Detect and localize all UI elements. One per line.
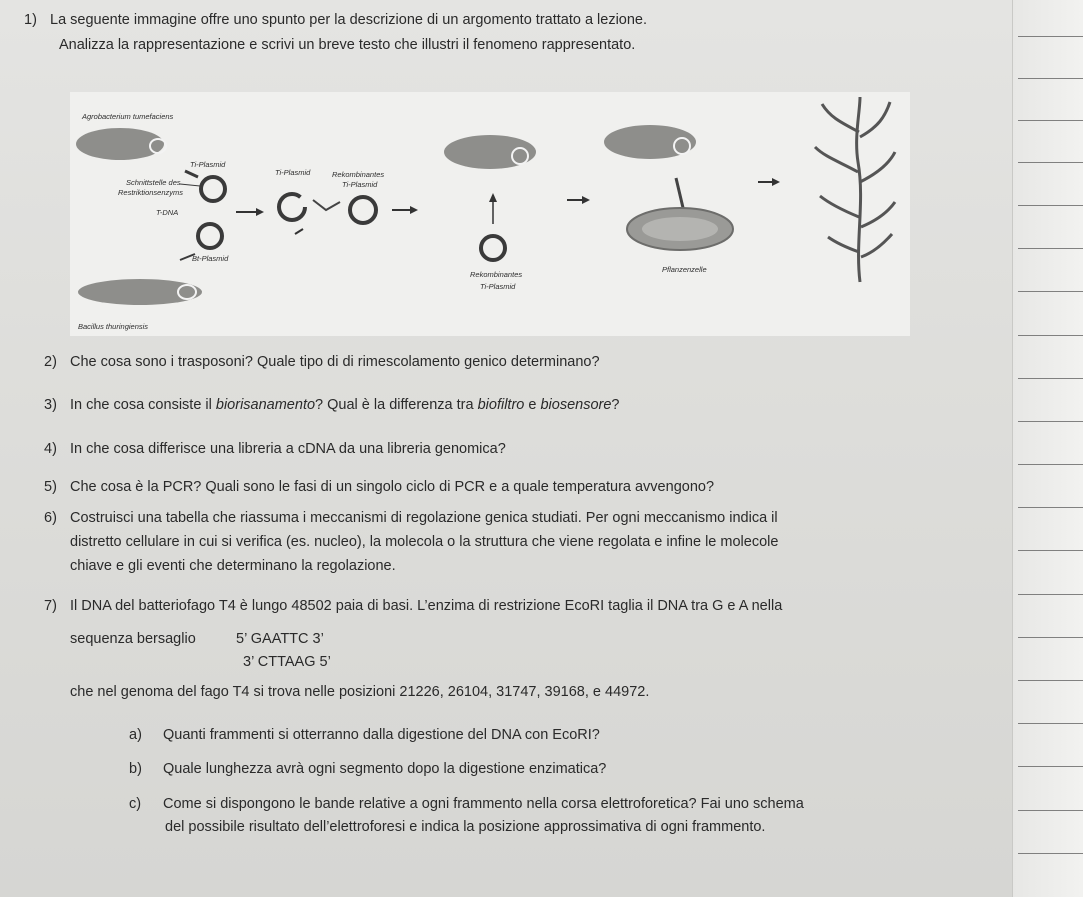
question-number: 7) bbox=[44, 598, 57, 614]
ruled-line bbox=[1018, 680, 1083, 681]
plant-leaf bbox=[820, 196, 859, 217]
question-text: e bbox=[524, 397, 541, 413]
label-rekombinantes-plasmid-2: Ti-Plasmid bbox=[480, 282, 516, 291]
question-text: ? Qual è la differenza tra bbox=[315, 397, 478, 413]
ruled-line bbox=[1018, 378, 1083, 379]
notebook-strip bbox=[1012, 0, 1083, 897]
ruled-line bbox=[1018, 120, 1083, 121]
label-agrobacterium: Agrobacterium tumefaciens bbox=[82, 112, 174, 121]
question-number: 6) bbox=[44, 510, 57, 526]
question-number: 5) bbox=[44, 479, 57, 495]
label-t-dna: T-DNA bbox=[156, 208, 179, 217]
question-6-line-3: chiave e gli eventi che determinano la regolazione. bbox=[70, 558, 396, 574]
ruled-line bbox=[1018, 550, 1083, 551]
pointer-line bbox=[185, 171, 198, 177]
label-schnittstelle: Schnittstelle des bbox=[126, 178, 181, 187]
sequence-bottom-strand: 3’ CTTAAG 5’ bbox=[243, 654, 331, 670]
arrow-head bbox=[772, 178, 780, 186]
question-7c-line-1 bbox=[129, 795, 804, 813]
ruled-line bbox=[1018, 248, 1083, 249]
pointer-line bbox=[180, 184, 200, 186]
subquestion-label: b) bbox=[129, 761, 142, 777]
term-biosensore: biosensore bbox=[540, 397, 612, 413]
question-text: In che cosa consiste il bbox=[70, 397, 216, 413]
ruled-line bbox=[1018, 421, 1083, 422]
label-ti-plasmid: Ti-Plasmid bbox=[190, 160, 226, 169]
gene-transfer-diagram bbox=[70, 92, 910, 336]
label-rekombinantes-2: Rekombinantes bbox=[470, 270, 523, 279]
subquestion-text: Quanti frammenti si otterranno dalla digestione del DNA con EcoRI? bbox=[163, 727, 600, 743]
question-7-line-3: che nel genoma del fago T4 si trova nelle posizioni 21226, 26104, 31747, 39168, e 44972. bbox=[70, 684, 650, 700]
arrow-head bbox=[410, 206, 418, 214]
question-7c-line-2: del possibile risultato dell’elettroforesi e indica la posizione approssimativa di ogni frammento. bbox=[165, 819, 766, 835]
plant-leaf bbox=[860, 102, 890, 137]
question-7b bbox=[129, 760, 606, 778]
ruled-line bbox=[1018, 637, 1083, 638]
plant-leaf bbox=[861, 202, 895, 227]
ruled-line bbox=[1018, 335, 1083, 336]
question-7-line-1 bbox=[44, 597, 782, 615]
question-text: La seguente immagine offre uno spunto per la descrizione di un argomento trattato a lezione. bbox=[50, 12, 648, 28]
plant-leaf bbox=[828, 237, 859, 252]
subquestion-text: Come si dispongono le bande relative a ogni frammento nella corsa elettroforetica? Fai uno schema bbox=[163, 796, 804, 812]
ruled-line bbox=[1018, 594, 1083, 595]
question-2 bbox=[44, 353, 600, 371]
arrow-head bbox=[489, 193, 497, 202]
label-rekombinantes: Rekombinantes bbox=[332, 170, 385, 179]
plant-stem bbox=[857, 97, 861, 282]
label-bt-plasmid: Bt-Plasmid bbox=[192, 254, 229, 263]
plant-leaf bbox=[861, 234, 892, 257]
question-text: ? bbox=[611, 397, 620, 413]
gene-fragment bbox=[313, 200, 340, 210]
ruled-line bbox=[1018, 36, 1083, 37]
subquestion-text: Quale lunghezza avrà ogni segmento dopo la digestione enzimatica? bbox=[163, 761, 607, 777]
question-6-line-2: distretto cellulare in cui si verifica (es. nucleo), la molecola o la struttura che viene regolata e infine le molecole bbox=[70, 534, 779, 550]
ti-plasmid-ring bbox=[201, 177, 225, 201]
infection-line bbox=[676, 178, 684, 212]
bacillus-cell bbox=[78, 279, 202, 305]
ruled-line bbox=[1018, 853, 1083, 854]
ruled-line bbox=[1018, 291, 1083, 292]
question-1-line-2: Analizza la rappresentazione e scrivi un breve testo che illustri il fenomeno rappresentato. bbox=[59, 37, 636, 53]
arrow-head bbox=[582, 196, 590, 204]
ruled-line bbox=[1018, 464, 1083, 465]
question-4 bbox=[44, 440, 506, 458]
ruled-line bbox=[1018, 205, 1083, 206]
ruled-line bbox=[1018, 78, 1083, 79]
question-text: Che cosa sono i trasposoni? Quale tipo di di rimescolamento genico determinano? bbox=[70, 354, 600, 370]
label-rekombinantes-plasmid: Ti-Plasmid bbox=[342, 180, 378, 189]
plant-cell-nucleus bbox=[642, 217, 718, 241]
label-ti-plasmid-2: Ti-Plasmid bbox=[275, 168, 311, 177]
cut-ti-plasmid bbox=[279, 194, 305, 220]
recombinant-plasmid-ring bbox=[481, 236, 505, 260]
term-biorisanamento: biorisanamento bbox=[215, 397, 316, 413]
label-pflanzenzelle: Pflanzenzelle bbox=[662, 265, 707, 274]
subquestion-label: c) bbox=[129, 796, 142, 812]
question-number: 4) bbox=[44, 441, 57, 457]
ruled-line bbox=[1018, 723, 1083, 724]
question-1-line-1 bbox=[24, 11, 647, 29]
ti-plasmid-figure bbox=[70, 92, 910, 336]
question-6-line-1 bbox=[44, 509, 778, 527]
arrow-line bbox=[295, 229, 303, 234]
plant-leaf bbox=[822, 104, 859, 132]
sequence-top-strand: 5’ GAATTC 3’ bbox=[236, 631, 324, 647]
question-number: 1) bbox=[24, 12, 37, 28]
arrow-head bbox=[256, 208, 264, 216]
label-restriktion: Restriktionsenzyms bbox=[118, 188, 184, 197]
question-number: 3) bbox=[44, 397, 57, 413]
term-biofiltro: biofiltro bbox=[477, 397, 525, 413]
question-7-line-2 bbox=[70, 630, 196, 648]
plant-leaf bbox=[860, 152, 895, 182]
label-bacillus: Bacillus thuringiensis bbox=[78, 322, 149, 331]
question-number: 2) bbox=[44, 354, 57, 370]
question-text: Che cosa è la PCR? Quali sono le fasi di un singolo ciclo di PCR e a quale temperatura avvengono? bbox=[70, 479, 715, 495]
question-5 bbox=[44, 478, 714, 496]
question-text: sequenza bersaglio bbox=[70, 631, 196, 647]
question-7a bbox=[129, 726, 600, 744]
question-text: In che cosa differisce una libreria a cDNA da una libreria genomica? bbox=[70, 441, 506, 457]
question-3 bbox=[44, 396, 620, 414]
recombinant-plasmid-ring bbox=[350, 197, 376, 223]
ruled-line bbox=[1018, 766, 1083, 767]
ruled-line bbox=[1018, 162, 1083, 163]
question-text: Costruisci una tabella che riassuma i meccanismi di regolazione genica studiati. Per ogni meccanismo indica il bbox=[70, 510, 778, 526]
plant-leaf bbox=[815, 147, 858, 172]
bt-plasmid-ring bbox=[198, 224, 222, 248]
question-text: Il DNA del batteriofago T4 è lungo 48502 paia di basi. L’enzima di restrizione EcoRI taglia il DNA tra G e A nella bbox=[70, 598, 783, 614]
ruled-line bbox=[1018, 507, 1083, 508]
subquestion-label: a) bbox=[129, 727, 142, 743]
ruled-line bbox=[1018, 810, 1083, 811]
